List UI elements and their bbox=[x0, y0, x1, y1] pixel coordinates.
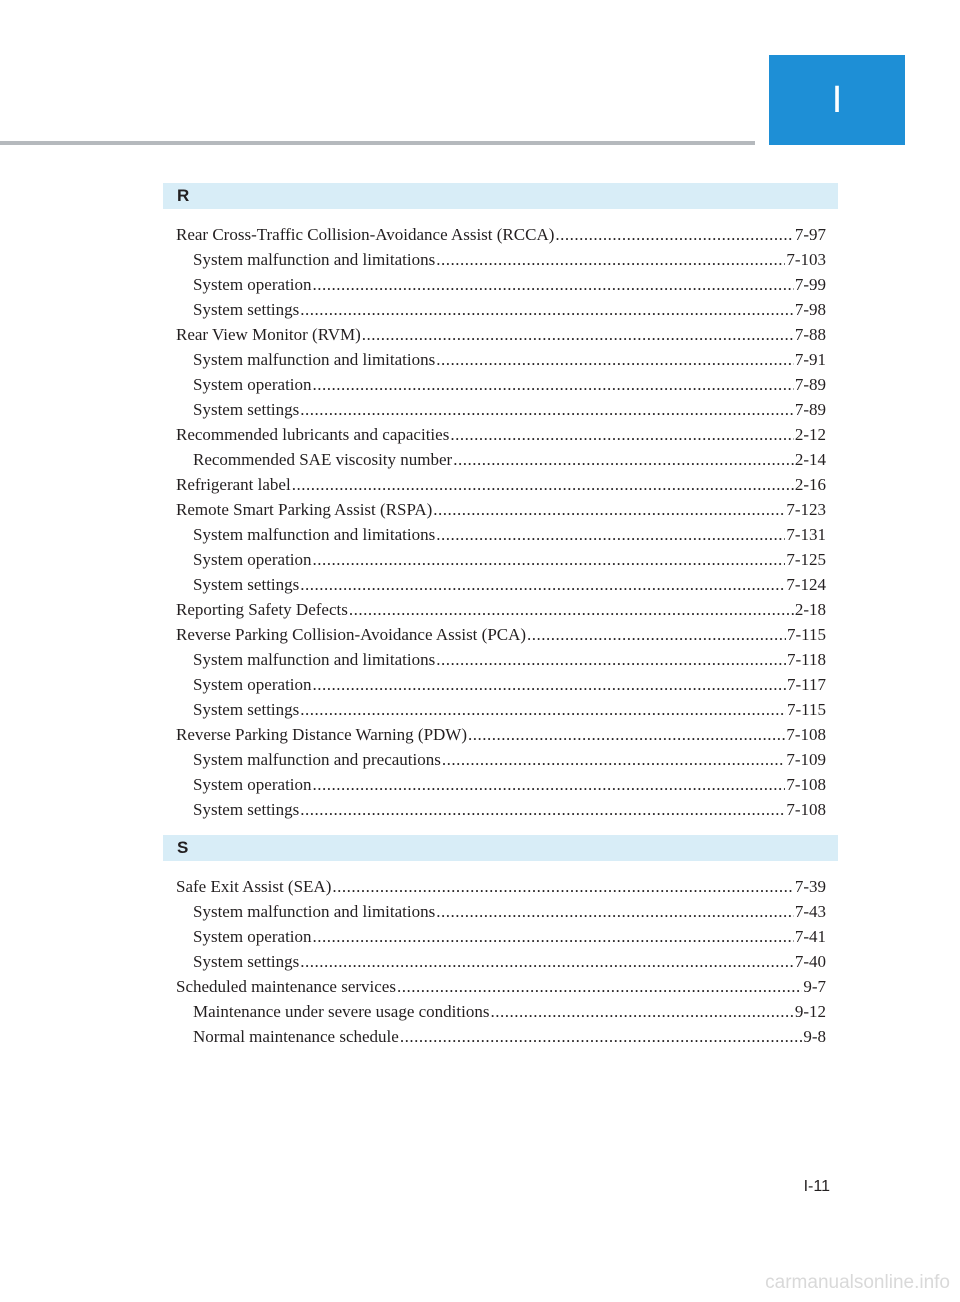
dot-leader bbox=[453, 447, 794, 472]
entry-label: Scheduled maintenance services bbox=[176, 977, 396, 996]
index-list-r bbox=[176, 222, 826, 822]
entry-label: System malfunction and limitations bbox=[193, 650, 436, 669]
entry-page: 7-118 bbox=[786, 650, 826, 669]
entry-page: 9-12 bbox=[794, 1002, 826, 1021]
index-tab bbox=[769, 55, 905, 145]
entry-label: Recommended lubricants and capacities bbox=[176, 425, 450, 444]
entry-page: 7-115 bbox=[786, 625, 826, 644]
index-subentry bbox=[176, 297, 826, 322]
entry-page: 7-40 bbox=[794, 952, 826, 971]
entry-label: System operation bbox=[193, 675, 312, 694]
section-header-s bbox=[163, 835, 838, 861]
entry-label: System malfunction and limitations bbox=[193, 902, 436, 921]
entry-page: 2-16 bbox=[794, 475, 826, 494]
entry-page: 7-41 bbox=[794, 927, 826, 946]
entry-label: System malfunction and limitations bbox=[193, 350, 436, 369]
index-entry bbox=[176, 472, 826, 497]
top-rule bbox=[0, 141, 755, 145]
entry-page: 9-8 bbox=[803, 1027, 826, 1046]
dot-leader bbox=[436, 522, 785, 547]
dot-leader bbox=[442, 747, 785, 772]
entry-label: Maintenance under severe usage conditions bbox=[193, 1002, 490, 1021]
dot-leader bbox=[300, 949, 794, 974]
entry-page: 7-115 bbox=[786, 700, 826, 719]
watermark: carmanualsonline.info bbox=[765, 1272, 950, 1293]
entry-label: Refrigerant label bbox=[176, 475, 291, 494]
entry-label: System settings bbox=[193, 952, 300, 971]
entry-page: 2-18 bbox=[794, 600, 826, 619]
entry-label: System malfunction and precautions bbox=[193, 750, 441, 769]
dot-leader bbox=[555, 222, 793, 247]
index-entry bbox=[176, 222, 826, 247]
index-subentry bbox=[176, 672, 826, 697]
dot-leader bbox=[300, 697, 786, 722]
entry-page: 7-98 bbox=[794, 300, 826, 319]
entry-label: Reporting Safety Defects bbox=[176, 600, 348, 619]
section-letter: S bbox=[177, 838, 189, 857]
index-subentry bbox=[176, 397, 826, 422]
index-subentry bbox=[176, 899, 826, 924]
index-subentry bbox=[176, 347, 826, 372]
entry-page: 7-103 bbox=[786, 250, 826, 269]
entry-page: 7-89 bbox=[794, 375, 826, 394]
index-subentry bbox=[176, 697, 826, 722]
index-subentry bbox=[176, 522, 826, 547]
dot-leader bbox=[300, 797, 785, 822]
dot-leader bbox=[313, 924, 794, 949]
index-subentry bbox=[176, 447, 826, 472]
dot-leader bbox=[436, 247, 785, 272]
entry-page: 7-125 bbox=[786, 550, 826, 569]
entry-page: 7-108 bbox=[786, 725, 826, 744]
index-subentry bbox=[176, 547, 826, 572]
entry-label: Recommended SAE viscosity number bbox=[193, 450, 453, 469]
dot-leader bbox=[468, 722, 785, 747]
dot-leader bbox=[300, 297, 794, 322]
dot-leader bbox=[362, 322, 794, 347]
entry-label: Safe Exit Assist (SEA) bbox=[176, 877, 332, 896]
dot-leader bbox=[300, 397, 794, 422]
entry-page: 7-97 bbox=[794, 225, 826, 244]
dot-leader bbox=[313, 547, 786, 572]
entry-label: System operation bbox=[193, 550, 312, 569]
entry-page: 7-123 bbox=[786, 500, 826, 519]
entry-page: 9-7 bbox=[803, 977, 826, 996]
entry-page: 7-109 bbox=[786, 750, 826, 769]
entry-label: System settings bbox=[193, 700, 300, 719]
entry-label: System settings bbox=[193, 575, 300, 594]
dot-leader bbox=[450, 422, 794, 447]
dot-leader bbox=[436, 899, 794, 924]
dot-leader bbox=[490, 999, 793, 1024]
dot-leader bbox=[292, 472, 794, 497]
index-subentry bbox=[176, 272, 826, 297]
dot-leader bbox=[527, 622, 786, 647]
index-entry bbox=[176, 722, 826, 747]
entry-page: 7-91 bbox=[794, 350, 826, 369]
entry-label: Remote Smart Parking Assist (RSPA) bbox=[176, 500, 433, 519]
dot-leader bbox=[300, 572, 785, 597]
entry-label: Rear Cross-Traffic Collision-Avoidance Assist (RCCA) bbox=[176, 225, 555, 244]
index-entry bbox=[176, 597, 826, 622]
index-entry bbox=[176, 497, 826, 522]
dot-leader bbox=[332, 874, 793, 899]
index-entry bbox=[176, 322, 826, 347]
entry-page: 7-108 bbox=[786, 775, 826, 794]
entry-page: 7-39 bbox=[794, 877, 826, 896]
dot-leader bbox=[349, 597, 794, 622]
entry-page: 2-12 bbox=[794, 425, 826, 444]
entry-label: Normal maintenance schedule bbox=[193, 1027, 399, 1046]
page-number: I-11 bbox=[803, 1178, 830, 1195]
index-subentry bbox=[176, 999, 826, 1024]
dot-leader bbox=[400, 1024, 803, 1049]
entry-label: System settings bbox=[193, 300, 300, 319]
index-entry bbox=[176, 622, 826, 647]
index-entry bbox=[176, 974, 826, 999]
dot-leader bbox=[313, 372, 794, 397]
entry-page: 7-89 bbox=[794, 400, 826, 419]
entry-page: 7-43 bbox=[794, 902, 826, 921]
entry-label: Reverse Parking Distance Warning (PDW) bbox=[176, 725, 468, 744]
entry-label: System operation bbox=[193, 775, 312, 794]
dot-leader bbox=[397, 974, 802, 999]
dot-leader bbox=[313, 672, 786, 697]
index-subentry bbox=[176, 1024, 826, 1049]
entry-page: 2-14 bbox=[794, 450, 826, 469]
entry-page: 7-108 bbox=[786, 800, 826, 819]
index-subentry bbox=[176, 247, 826, 272]
index-subentry bbox=[176, 747, 826, 772]
entry-label: System operation bbox=[193, 275, 312, 294]
index-subentry bbox=[176, 572, 826, 597]
entry-label: System malfunction and limitations bbox=[193, 525, 436, 544]
section-letter: R bbox=[177, 186, 190, 205]
entry-page: 7-131 bbox=[786, 525, 826, 544]
entry-page: 7-124 bbox=[786, 575, 826, 594]
entry-label: Reverse Parking Collision-Avoidance Assist (PCA) bbox=[176, 625, 527, 644]
entry-label: System settings bbox=[193, 400, 300, 419]
index-subentry bbox=[176, 797, 826, 822]
entry-label: Rear View Monitor (RVM) bbox=[176, 325, 361, 344]
index-subentry bbox=[176, 949, 826, 974]
entry-label: System operation bbox=[193, 375, 312, 394]
entry-page: 7-88 bbox=[794, 325, 826, 344]
entry-page: 7-99 bbox=[794, 275, 826, 294]
index-subentry bbox=[176, 647, 826, 672]
index-subentry bbox=[176, 772, 826, 797]
dot-leader bbox=[433, 497, 785, 522]
entry-label: System settings bbox=[193, 800, 300, 819]
index-entry bbox=[176, 422, 826, 447]
entry-label: System malfunction and limitations bbox=[193, 250, 436, 269]
index-tab-label: I bbox=[831, 78, 843, 121]
index-subentry bbox=[176, 924, 826, 949]
entry-page: 7-117 bbox=[786, 675, 826, 694]
index-subentry bbox=[176, 372, 826, 397]
dot-leader bbox=[436, 347, 794, 372]
index-list-s bbox=[176, 874, 826, 1049]
dot-leader bbox=[436, 647, 786, 672]
section-header-r bbox=[163, 183, 838, 209]
dot-leader bbox=[313, 772, 786, 797]
dot-leader bbox=[313, 272, 794, 297]
index-entry bbox=[176, 874, 826, 899]
entry-label: System operation bbox=[193, 927, 312, 946]
